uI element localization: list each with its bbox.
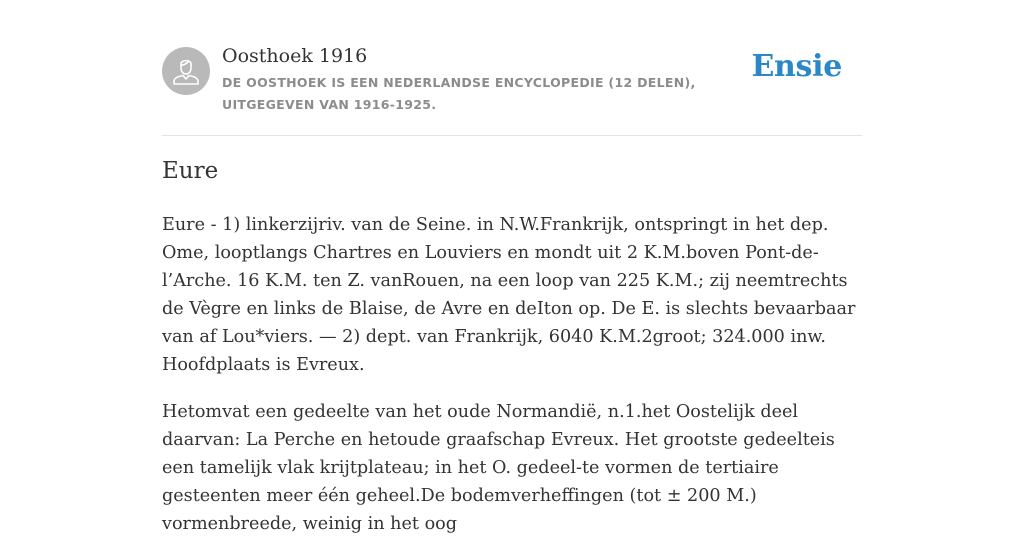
- avatar[interactable]: [162, 47, 210, 95]
- article-title: Eure: [162, 158, 219, 184]
- content-container: [162, 0, 862, 534]
- source-description: DE OOSTHOEK IS EEN NEDERLANDSE ENCYCLOPEDIE (12 DELEN), UITGEGEVEN VAN 1916-1925.: [222, 75, 696, 112]
- article-paragraph: Eure - 1) linkerzijriv. van de Seine. in N.W.Frankrijk, ontspringt in het dep. Ome, looptlangs Chartres en Louviers en mondt uit 2 K.M.boven Pont-de-l’Arche. 16 K.M. ten Z. vanRouen, na een loop van 225 K.M.; zij neemtrechts de Vègre en links de Blaise, de Avre en deIton op. De E. is slechts bevaarbaar van af Lou*viers. — 2) dept. van Frankrijk, 6040 K.M.2groot; 324.000 inw. Hoofdplaats is Evreux.: [162, 215, 856, 375]
- article-paragraph: Hetomvat een gedeelte van het oude Normandië, n.1.het Oostelijk deel daarvan: La Perche en hetoude graafschap Evreux. Het grootste gedeelteis een tamelijk vlak krijtplateau; in het O. gedeel-te vormen de tertiaire gesteenten meer één geheel.De bodemverheffingen (tot ± 200 M.) vormenbreede, weinig in het oog: [162, 402, 835, 534]
- source-header: [162, 0, 862, 136]
- source-name[interactable]: Oosthoek 1916: [222, 45, 368, 67]
- user-icon: [172, 56, 200, 86]
- ensie-logo[interactable]: Ensie: [751, 49, 842, 84]
- article-body: [162, 211, 862, 557]
